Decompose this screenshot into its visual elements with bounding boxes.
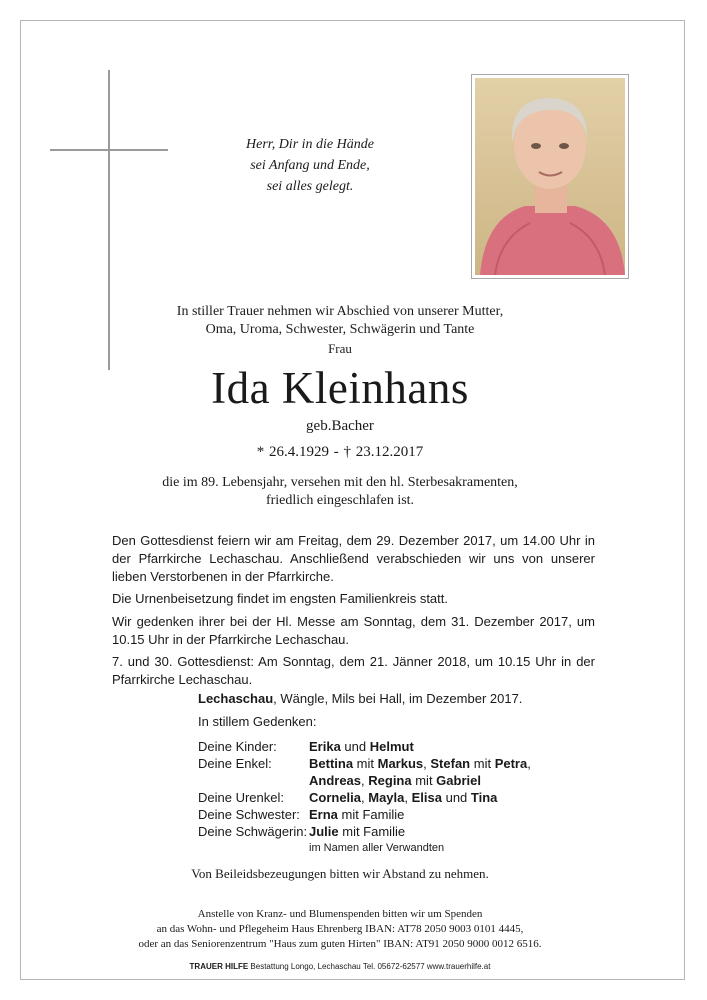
intro-text: In stiller Trauer nehmen wir Abschied von unserer Mutter, Oma, Uroma, Schwester, Schwägerin und Tante — [176, 304, 504, 337]
family-list — [198, 738, 531, 840]
list-item: Deine Urenkel: Cornelia, Mayla, Elisa und Tina — [198, 790, 498, 805]
list-item: Deine Schwägerin: Julie mit Familie — [198, 824, 406, 839]
memorial-paragraph: 7. und 30. Gottesdienst: Am Sonntag, dem 21. Jänner 2018, um 10.15 Uhr in der Pfarrkirche Lechaschau. — [112, 654, 595, 687]
donation-note: Anstelle von Kranz- und Blumenspenden bitten wir um Spenden an das Wohn- und Pflegeheim Haus Ehrenberg IBAN: AT78 2050 9003 0101 4445, oder an das Seniorenzentrum "Haus zum guten Hirten" IBAN: AT91 2050 9000 0012 6516. — [138, 908, 542, 950]
list-item: Andreas, Regina mit Gabriel — [309, 773, 481, 788]
salutation: Frau — [328, 341, 352, 356]
service-paragraph: Den Gottesdienst feiern wir am Freitag, dem 29. Dezember 2017, um 14.00 Uhr in der Pfarrkirche Lechaschau. Anschließend verabschieden wir uns von unserer lieben Verstorbenen in der Pfarrkirche. — [112, 533, 595, 584]
list-item: Deine Kinder: Erika und Helmut — [198, 739, 414, 754]
urn-paragraph: Die Urnenbeisetzung findet im engsten Familienkreis statt. — [112, 591, 448, 606]
list-item: Deine Schwester: Erna mit Familie — [198, 807, 405, 822]
death-text: die im 89. Lebensjahr, versehen mit den hl. Sterbesakramenten, friedlich eingeschlafen ist. — [162, 475, 518, 508]
condolence-note: Von Beileidsbezeugungen bitten wir Abstand zu nehmen. — [191, 866, 489, 881]
footer: TRAUER HILFE Bestattung Longo, Lechaschau Tel. 05672-62577 www.trauerhilfe.at — [189, 962, 491, 971]
relatives-note: im Namen aller Verwandten — [309, 842, 445, 854]
gedenken-heading: In stillem Gedenken: — [198, 714, 317, 729]
born-name: geb.Bacher — [306, 418, 374, 434]
life-dates: * 26.4.1929 - † 23.12.2017 — [256, 444, 424, 460]
cross-bar — [50, 149, 168, 151]
deceased-name: Ida Kleinhans — [211, 363, 469, 413]
verse: Herr, Dir in die Hände sei Anfang und Ende, sei alles gelegt. — [246, 137, 374, 194]
place-date: Lechaschau, Wängle, Mils bei Hall, im Dezember 2017. — [198, 691, 523, 706]
mass-paragraph: Wir gedenken ihrer bei der Hl. Messe am Sonntag, dem 31. Dezember 2017, um 10.15 Uhr in der Pfarrkirche Lechaschau. — [112, 614, 595, 647]
list-item: Deine Enkel: Bettina mit Markus, Stefan mit Petra, — [198, 756, 531, 771]
portrait-photo — [471, 74, 629, 279]
